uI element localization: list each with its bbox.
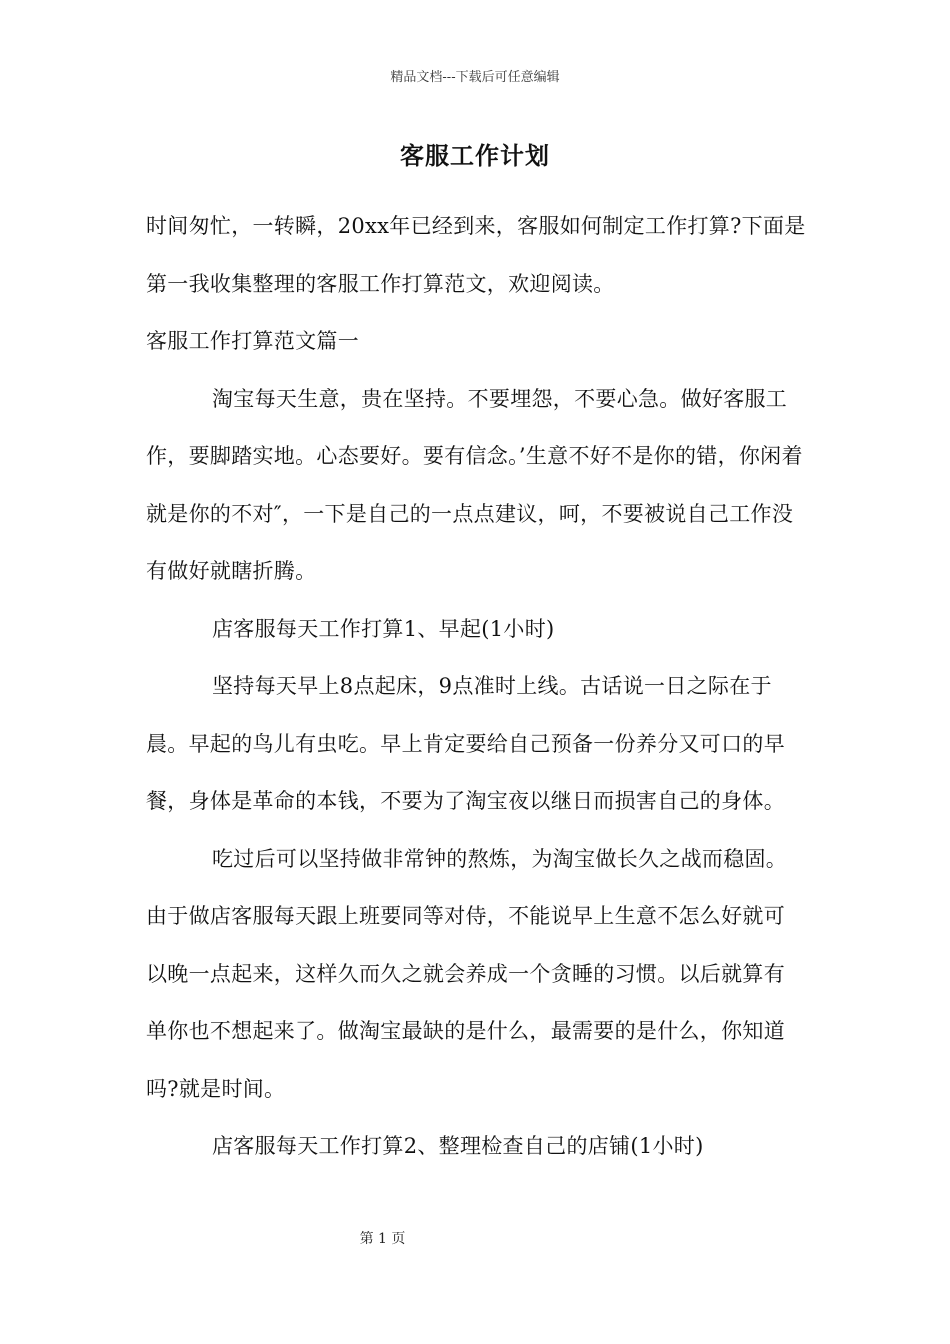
intro-paragraph: 时间匆忙，一转瞬，20xx年已经到来，客服如何制定工作打算?下面是第一我收集整理的客服工作打算范文，欢迎阅读。 [146,214,806,296]
subheading-1: 店客服每天工作打算1、早起(1小时) [212,616,555,641]
page-header: 精品文档---下载后可任意编辑 [390,70,560,85]
section-heading: 客服工作打算范文篇一 [146,329,359,353]
body-paragraph: 吃过后可以坚持做非常钟的熬炼，为淘宝做长久之战而稳固。由于做店客服每天跟上班要同等对侍，不能说早上生意不怎么好就可以晚一点起来，这样久而久之就会养成一个贪睡的习惯。以后就算有单你也不想起来了。做淘宝最缺的是什么，最需要的是什么，你知道吗?就是时间。 [146,846,788,1101]
page-number: 第 1 页 [359,1231,406,1247]
document-title: 客服工作计划 [400,141,550,170]
document-body [146,198,806,1176]
body-paragraph: 坚持每天早上8点起床，9点准时上线。古话说一日之际在于晨。早起的鸟儿有虫吃。早上肯定要给自己预备一份养分又可口的早餐，身体是革命的本钱，不要为了淘宝夜以继日而损害自己的身体。 [146,674,785,813]
subheading-2: 店客服每天工作打算2、整理检查自己的店铺(1小时) [212,1134,704,1158]
body-paragraph: 淘宝每天生意，贵在坚持。不要埋怨，不要心急。做好客服工作，要脚踏实地。心态要好。要有信念。’生意不好不是你的错，你闲着就是你的不对″，一下是自己的一点点建议，呵，不要被说自己工作没有做好就瞎折腾。 [146,386,803,583]
